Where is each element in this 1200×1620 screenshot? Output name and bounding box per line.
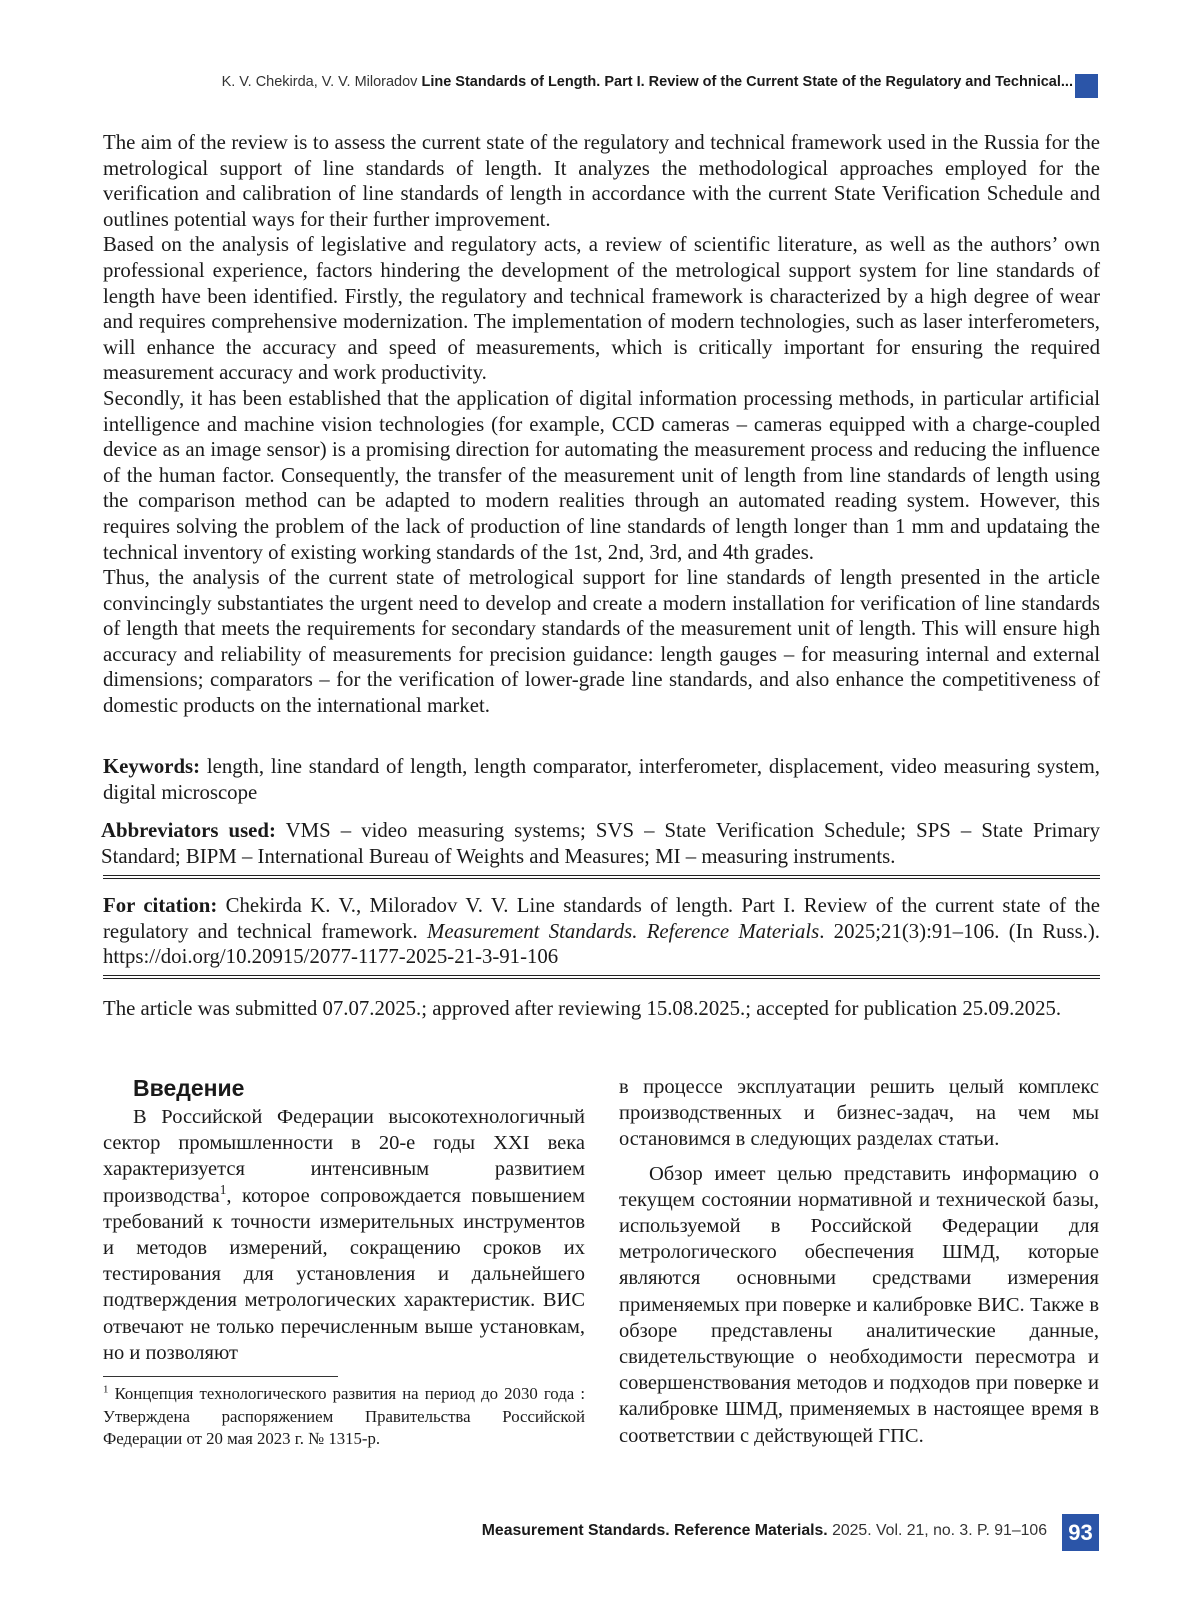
page-number: 93 (1062, 1514, 1099, 1551)
header-title: Line Standards of Length. Part I. Review of the Current State of the Regulatory and Technical... (421, 74, 1073, 90)
abstract (103, 130, 1100, 719)
citation-top-rule (103, 875, 1100, 879)
keywords-label: Keywords: (103, 755, 201, 778)
citation-text: Chekirda K. V., Miloradov V. V. Line standards of length. Part I. Review of the current state of the regulatory and technical framework. (103, 894, 1100, 943)
abstract-paragraph: Secondly, it has been established that the application of digital information processing methods, in particular artificial intelligence and machine vision technologies (for example, CCD cameras – cameras equipped with a charge-coupled device as an image sensor) is a promising direction for automating the measurement process and reducing the influence of the human factor. Consequently, the transfer of the measurement unit of length from line standards of length using the comparison method can be adapted to modern realities through an automated reading system. However, this requires solving the problem of the lack of production of line standards of length longer than 1 mm and updataing the technical inventory of existing working standards of the 1st, 2nd, 3rd, and 4th grades. (103, 386, 1100, 564)
abstract-paragraph: Based on the analysis of legislative and regulatory acts, a review of scientific literature, as well as the authors’ own professional experience, factors hindering the development of the metrological support system for line standards of length have been identified. Firstly, the regulatory and technical framework is characterized by a high degree of wear and requires comprehensive modernization. The implementation of modern technologies, such as laser interferometers, will enhance the accuracy and speed of measurements, which is critically important for ensuring the required measurement accuracy and work productivity. (103, 233, 1100, 385)
abstract-paragraph: The aim of the review is to assess the current state of the regulatory and technical framework used in the Russia for the metrological support of line standards of length. It analyzes the methodological approaches employed for the verification and calibration of line standards of length in accordance with the current State Verification Schedule and outlines potential ways for their further improvement. (103, 131, 1100, 231)
intro-paragraph (103, 1104, 585, 1366)
submission-dates: The article was submitted 07.07.2025.; approved after reviewing 15.08.2025.; accepted for publication 25.09.2025. (103, 997, 1062, 1020)
continued-paragraph: в процессе эксплуатации решить целый комплекс производственных и бизнес-задач, на чем мы остановимся в следующих разделах статьи. (619, 1076, 1099, 1151)
running-header (0, 74, 1073, 90)
keywords-text: length, line standard of length, length comparator, interferometer, displacement, video measuring system, digital microscope (103, 755, 1100, 804)
intro-text-part-1: В Российской Федерации высокотехнологичный сектор промышленности в 20-е годы XXI века характеризуется интенсивным развитием производства (103, 1106, 585, 1207)
left-column (103, 1104, 585, 1366)
footnote-marker: 1 (103, 1383, 109, 1396)
header-accent-square (1075, 74, 1098, 98)
footnote (103, 1383, 585, 1451)
right-column (619, 1074, 1099, 1449)
abstract-paragraph: Thus, the analysis of the current state of metrological support for line standards of length presented in the article convincingly substantiates the urgent need to develop and create a modern installation for verification of line standards of length that meets the requirements for secondary standards of the measurement unit of length. This will ensure high accuracy and reliability of measurements for precision guidance: length gauges – for measuring internal and external dimensions; comparators – for the verification of lower-grade line standards, and also enhance the competitiveness of domestic products on the international market. (103, 566, 1100, 718)
header-authors: K. V. Chekirda, V. V. Miloradov (221, 74, 418, 90)
footnote-text: Концепция технологического развития на период до 2030 года : Утверждена распоряжением Правительства Российской Федерации от 20 мая 2023 г. № 1315-р. (103, 1384, 585, 1449)
keywords (103, 754, 1100, 805)
footnote-reference[interactable]: 1 (219, 1181, 227, 1197)
abbreviations-label: Abbreviators used: (101, 819, 276, 842)
footer-journal: Measurement Standards. Reference Materials. (481, 1522, 828, 1539)
section-title: Введение (133, 1075, 245, 1101)
citation-block (103, 893, 1100, 970)
intro-text-part-2: , которое сопровождается повышением требований к точности измерительных инструментов и методов измерений, сокращению сроков их тестирования для установления и дальнейшего подтверждения метрологических характеристик. ВИС отвечают не только перечисленным выше установкам, но и позволяют (103, 1184, 585, 1364)
footnote-divider (103, 1376, 338, 1377)
abbreviations-text: VMS – video measuring systems; SVS – State Verification Schedule; SPS – State Primary Standard; BIPM – International Bureau of Weights and Measures; MI – measuring instruments. (101, 819, 1101, 868)
footer-details: 2025. Vol. 21, no. 3. P. 91–106 (832, 1522, 1047, 1539)
review-aim-paragraph: Обзор имеет целью представить информацию о текущем состоянии нормативной и технической базы, используемой в Российской Федерации для метрологического обеспечения ШМД, которые являются основными средствами измерения применяемых при поверке и калибровке ВИС. Также в обзоре представлены аналитические данные, свидетельствующие о необходимости пересмотра и совершенствования методов и подходов при поверке и калибровке ШМД, применяемых в настоящее время в соответствии с действующей ГПС. (619, 1162, 1099, 1447)
running-footer (0, 1522, 1047, 1540)
citation-details: . 2025;21(3):91–106. (In Russ.). https://doi.org/10.20915/2077-1177-2025-21-3-91-106 (103, 919, 1101, 969)
citation-label: For citation: (103, 894, 218, 917)
abbreviations (101, 818, 1100, 869)
citation-journal: Measurement Standards. Reference Materials (427, 919, 820, 943)
citation-bottom-rule (103, 975, 1100, 979)
